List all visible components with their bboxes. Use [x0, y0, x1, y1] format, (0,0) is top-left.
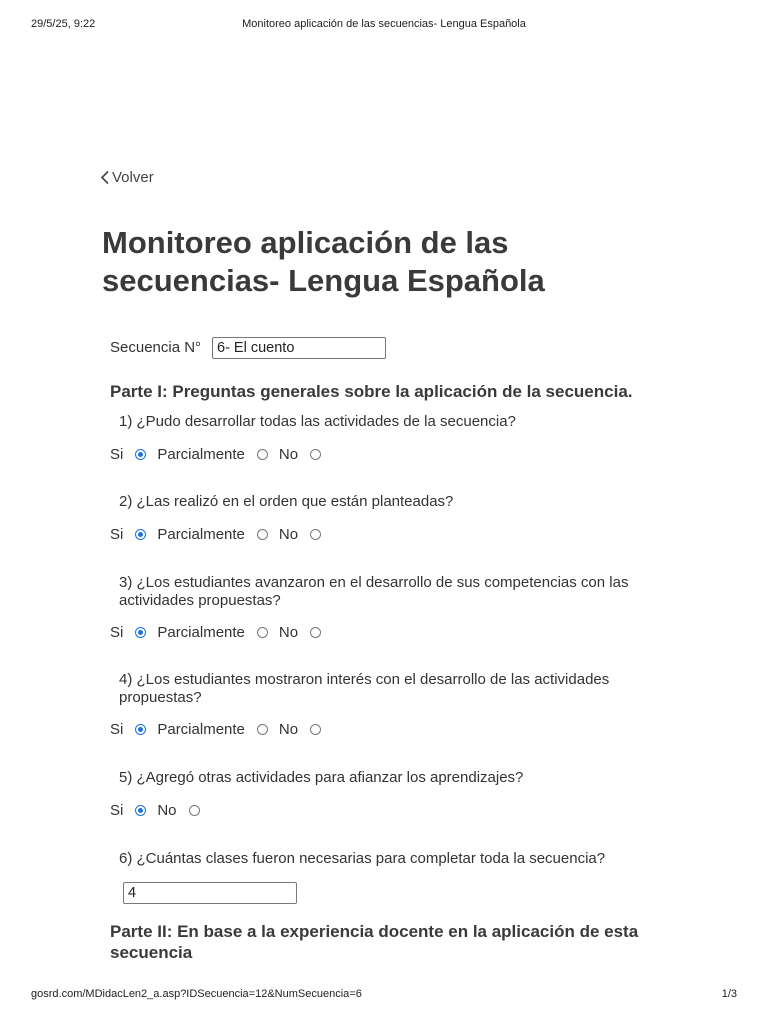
- page-title: Monitoreo aplicación de las secuencias- Lengua Española: [102, 225, 545, 298]
- part2-title: Parte II: En base a la experiencia docente en la aplicación de esta secuencia: [110, 922, 639, 962]
- option-no-radio[interactable]: [310, 627, 321, 638]
- class-count-field[interactable]: [123, 882, 297, 904]
- option-no-label: No: [157, 801, 177, 819]
- option-parcialmente-label: Parcialmente: [157, 720, 245, 738]
- back-link-label: Volver: [112, 169, 154, 186]
- sequence-row: [110, 334, 670, 360]
- option-parcialmente-label: Parcialmente: [157, 525, 245, 543]
- option-parcialmente-radio[interactable]: [257, 449, 268, 460]
- monitoring-form: [110, 334, 670, 963]
- option-no-label: No: [278, 525, 299, 543]
- option-no-label: No: [278, 720, 299, 738]
- option-parcialmente-radio[interactable]: [257, 724, 268, 735]
- question-3-text: 3) ¿Los estudiantes avanzaron en el desarrollo de sus competencias con las actividades propuestas?: [119, 574, 629, 609]
- sequence-field[interactable]: [212, 337, 386, 359]
- option-si-label: Si: [110, 445, 124, 463]
- option-no-radio[interactable]: [310, 529, 321, 540]
- question-6-text: 6) ¿Cuántas clases fueron necesarias para completar toda la secuencia?: [119, 850, 606, 867]
- option-parcialmente-label: Parcialmente: [157, 445, 245, 463]
- question-5-text: 5) ¿Agregó otras actividades para afianzar los aprendizajes?: [119, 769, 524, 786]
- print-header: [31, 18, 737, 34]
- option-no-label: No: [278, 623, 299, 641]
- option-si-radio[interactable]: [135, 529, 146, 540]
- question-1-options: [110, 444, 670, 464]
- question-5-options: [110, 800, 670, 820]
- option-si-radio[interactable]: [135, 805, 146, 816]
- chevron-left-icon: [100, 170, 110, 185]
- option-no-radio[interactable]: [310, 449, 321, 460]
- option-si-radio[interactable]: [135, 724, 146, 735]
- option-parcialmente-radio[interactable]: [257, 627, 268, 638]
- print-datetime: 29/5/25, 9:22: [31, 18, 96, 30]
- sequence-label: Secuencia N°: [110, 338, 202, 356]
- option-si-label: Si: [110, 801, 124, 819]
- option-si-radio[interactable]: [135, 627, 146, 638]
- option-no-radio[interactable]: [310, 724, 321, 735]
- option-no-radio[interactable]: [189, 805, 200, 816]
- option-si-radio[interactable]: [135, 449, 146, 460]
- print-footer: [31, 988, 737, 1004]
- question-4-options: [110, 719, 670, 739]
- option-parcialmente-radio[interactable]: [257, 529, 268, 540]
- question-3-options: [110, 622, 670, 642]
- print-url: gosrd.com/MDidacLen2_a.asp?IDSecuencia=12&NumSecuencia=6: [31, 988, 362, 1000]
- question-6-answer-row: [110, 882, 670, 904]
- option-no-label: No: [278, 445, 299, 463]
- back-link[interactable]: [100, 169, 154, 186]
- question-2-options: [110, 524, 670, 544]
- part1-title: Parte I: Preguntas generales sobre la aplicación de la secuencia.: [110, 382, 633, 401]
- option-si-label: Si: [110, 720, 124, 738]
- question-4-text: 4) ¿Los estudiantes mostraron interés con el desarrollo de las actividades propuestas?: [119, 671, 610, 706]
- question-1-text: 1) ¿Pudo desarrollar todas las actividades de la secuencia?: [119, 413, 516, 430]
- print-page-number: 1/3: [721, 988, 737, 1000]
- option-parcialmente-label: Parcialmente: [157, 623, 245, 641]
- question-2-text: 2) ¿Las realizó en el orden que están planteadas?: [119, 493, 454, 510]
- print-doc-title: Monitoreo aplicación de las secuencias- Lengua Española: [242, 18, 526, 30]
- option-si-label: Si: [110, 623, 124, 641]
- option-si-label: Si: [110, 525, 124, 543]
